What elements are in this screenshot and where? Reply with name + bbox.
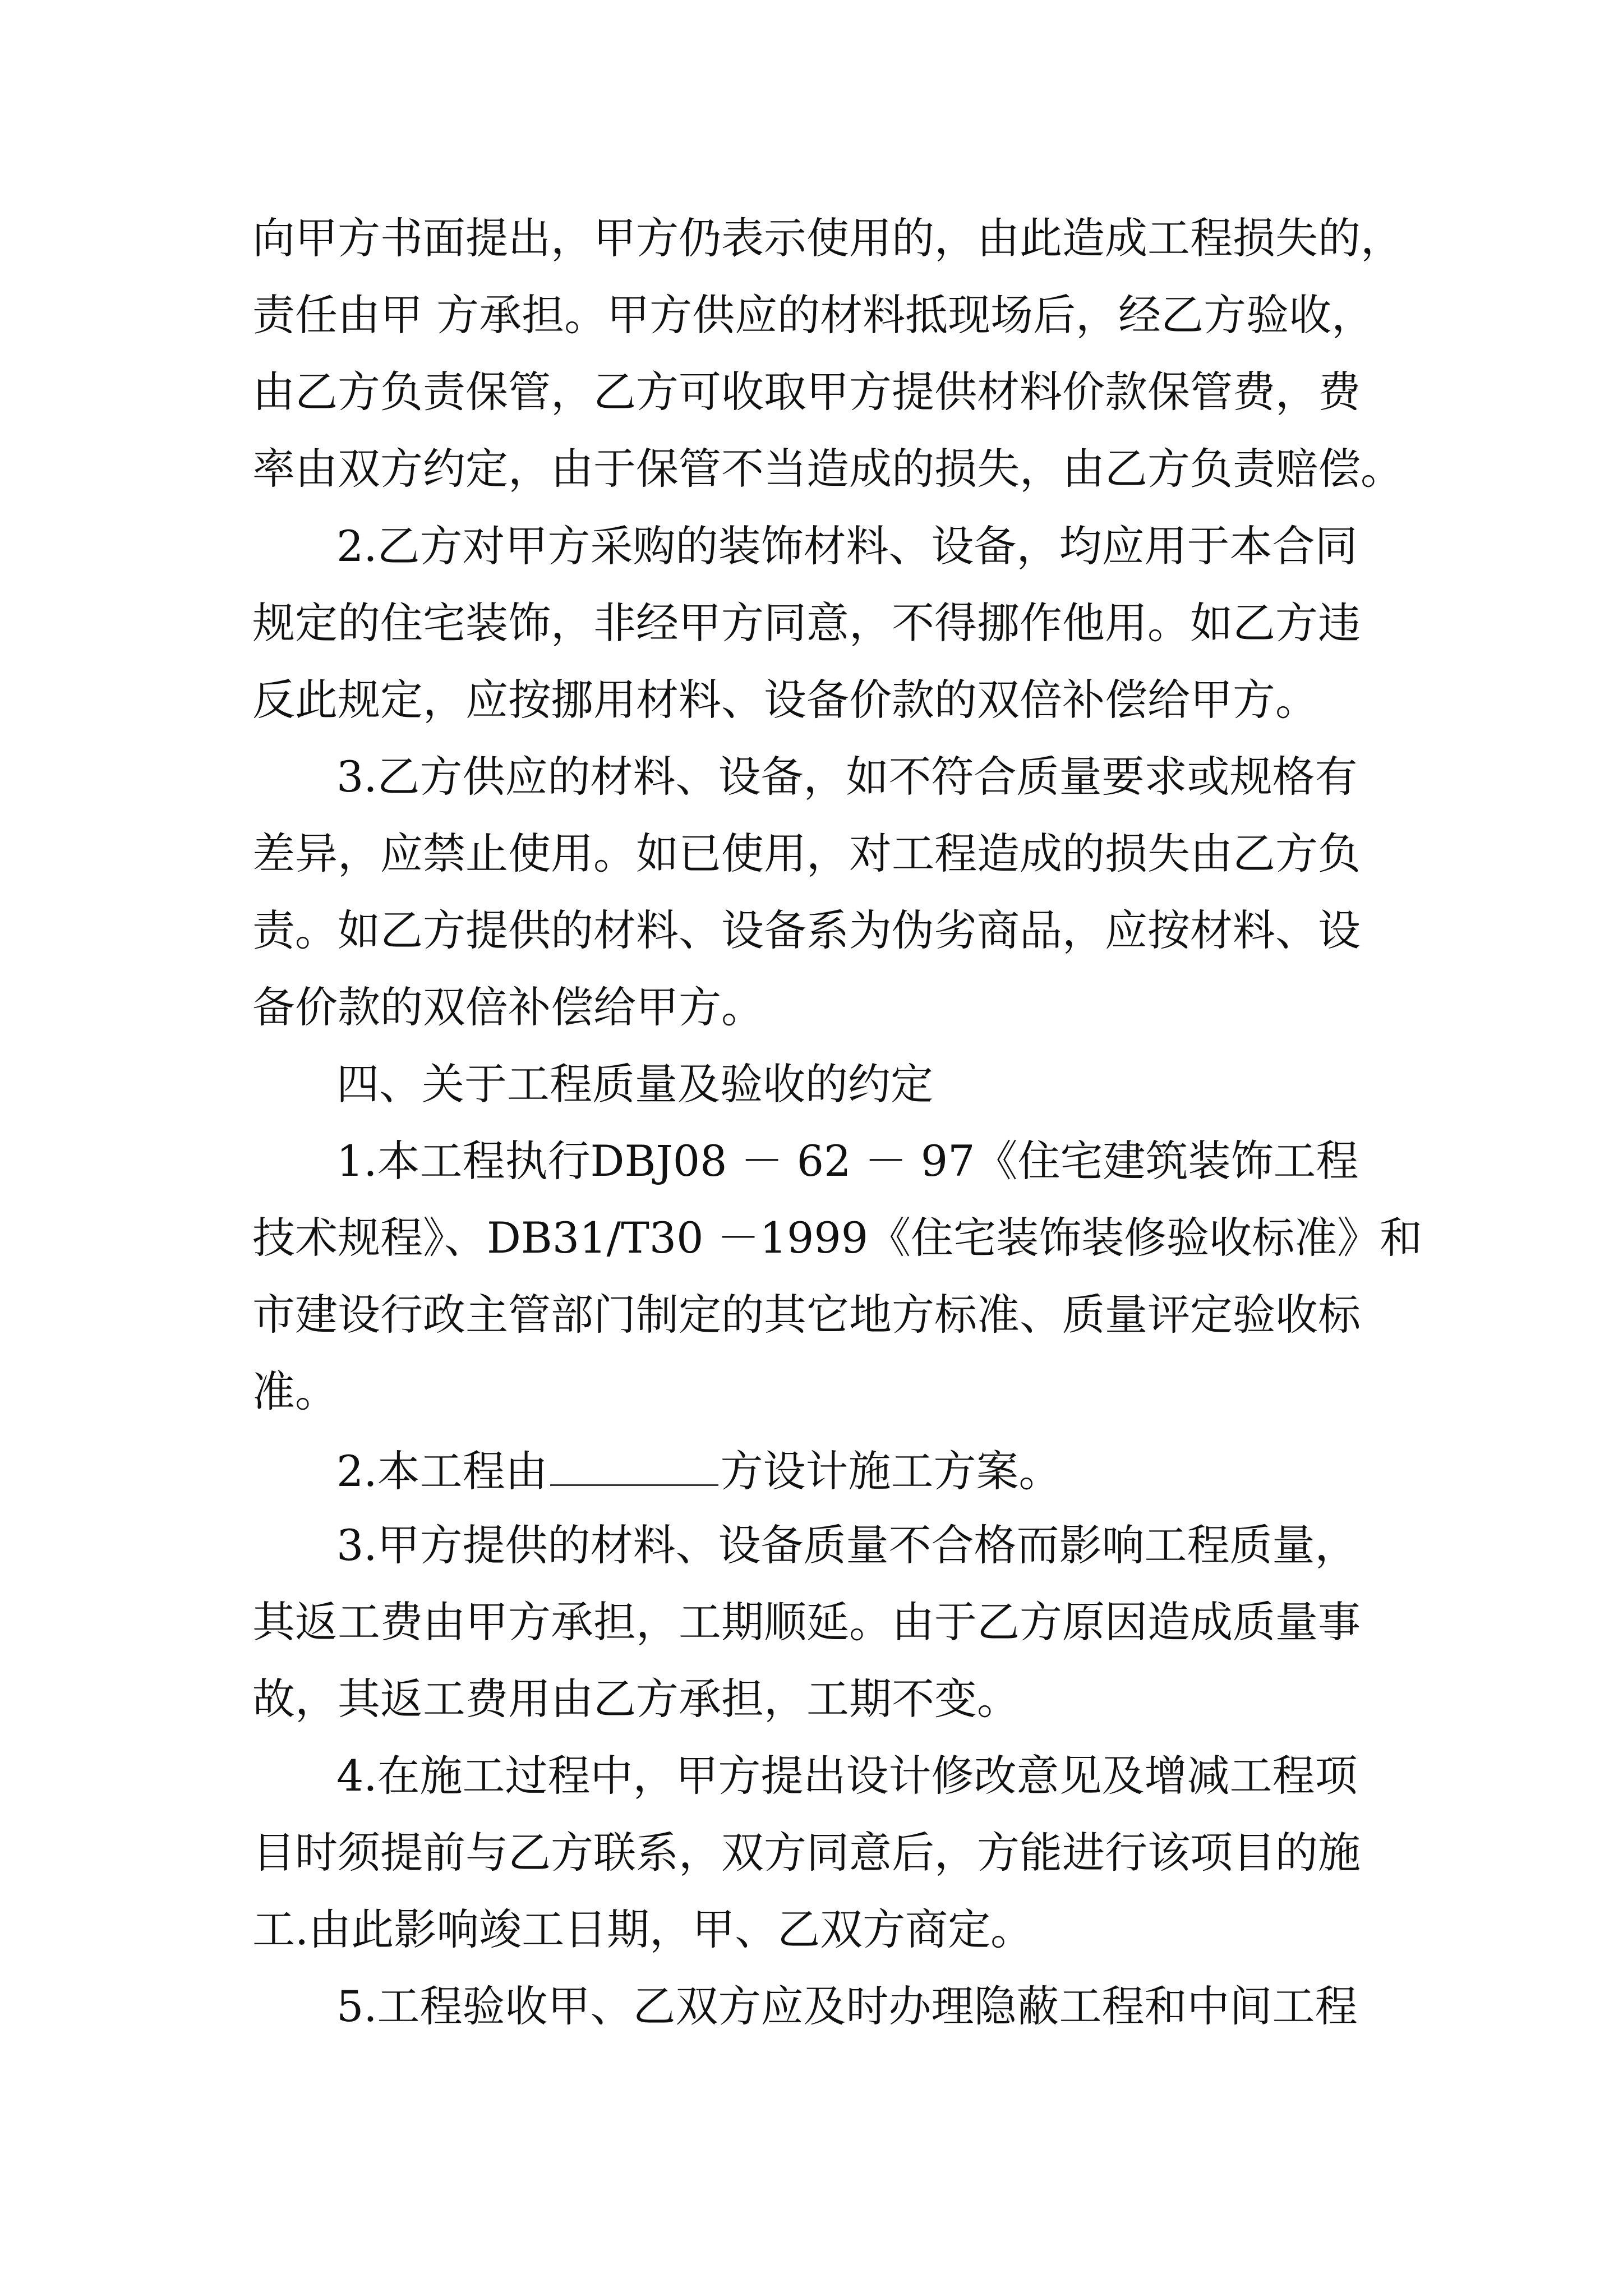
- section-item-4-line: 4.在施工过程中，甲方提出设计修改意见及增减工程项: [336, 1751, 1358, 1801]
- fill-in-blank[interactable]: [550, 1441, 718, 1486]
- blank-line-suffix: 方设计施工方案。: [720, 1446, 1062, 1496]
- text-line: 差异，应禁止使用。如已使用，对工程造成的损失由乙方负: [252, 829, 1361, 878]
- section-item-3-line: 3.甲方提供的材料、设备质量不合格而影响工程质量，: [336, 1520, 1358, 1570]
- text-line: 责任由甲 方承担。甲方供应的材料抵现场后，经乙方验收，: [252, 290, 1375, 340]
- section-heading: 四、关于工程质量及验收的约定: [336, 1059, 933, 1109]
- text-line: 由乙方负责保管，乙方可收取甲方提供材料价款保管费，费: [252, 367, 1361, 417]
- text-line: 市建设行政主管部门制定的其它地方标准、质量评定验收标: [252, 1290, 1361, 1340]
- text-line: 责。如乙方提供的材料、设备系为伪劣商品，应按材料、设: [252, 905, 1361, 955]
- blank-line-prefix: 2.本工程由: [336, 1446, 548, 1496]
- text-line: 其返工费由甲方承担，工期顺延。由于乙方原因造成质量事: [252, 1597, 1361, 1647]
- paragraph-2-line: 2.乙方对甲方采购的装饰材料、设备，均应用于本合同: [336, 521, 1358, 571]
- text-line: 反此规定，应按挪用材料、设备价款的双倍补偿给甲方。: [252, 675, 1318, 725]
- paragraph-3-line: 3.乙方供应的材料、设备，如不符合质量要求或规格有: [336, 752, 1358, 802]
- section-item-5-line: 5.工程验收甲、乙双方应及时办理隐蔽工程和中间工程: [336, 1981, 1358, 2031]
- text-line: 目时须提前与乙方联系，双方同意后，方能进行该项目的施: [252, 1828, 1361, 1878]
- text-line: 准。: [252, 1366, 338, 1416]
- text-line: 技术规程》、DB31/T30 －1999《住宅装饰装修验收标准》和: [252, 1213, 1423, 1263]
- text-line: 规定的住宅装饰，非经甲方同意，不得挪作他用。如乙方违: [252, 598, 1361, 648]
- section-item-2-line: [336, 1441, 1062, 1499]
- text-line: 故，其返工费用由乙方承担，工期不变。: [252, 1674, 1020, 1724]
- text-line: 向甲方书面提出，甲方仍表示使用的，由此造成工程损失的，: [252, 213, 1403, 263]
- text-line: 备价款的双倍补偿给甲方。: [252, 982, 764, 1032]
- section-item-1-line: 1.本工程执行DBJ08 － 62 － 97《住宅建筑装饰工程: [336, 1136, 1359, 1186]
- text-line: 率由双方约定，由于保管不当造成的损失，由乙方负责赔偿。: [252, 444, 1403, 494]
- text-line: 工.由此影响竣工日期，甲、乙双方商定。: [252, 1904, 1034, 1954]
